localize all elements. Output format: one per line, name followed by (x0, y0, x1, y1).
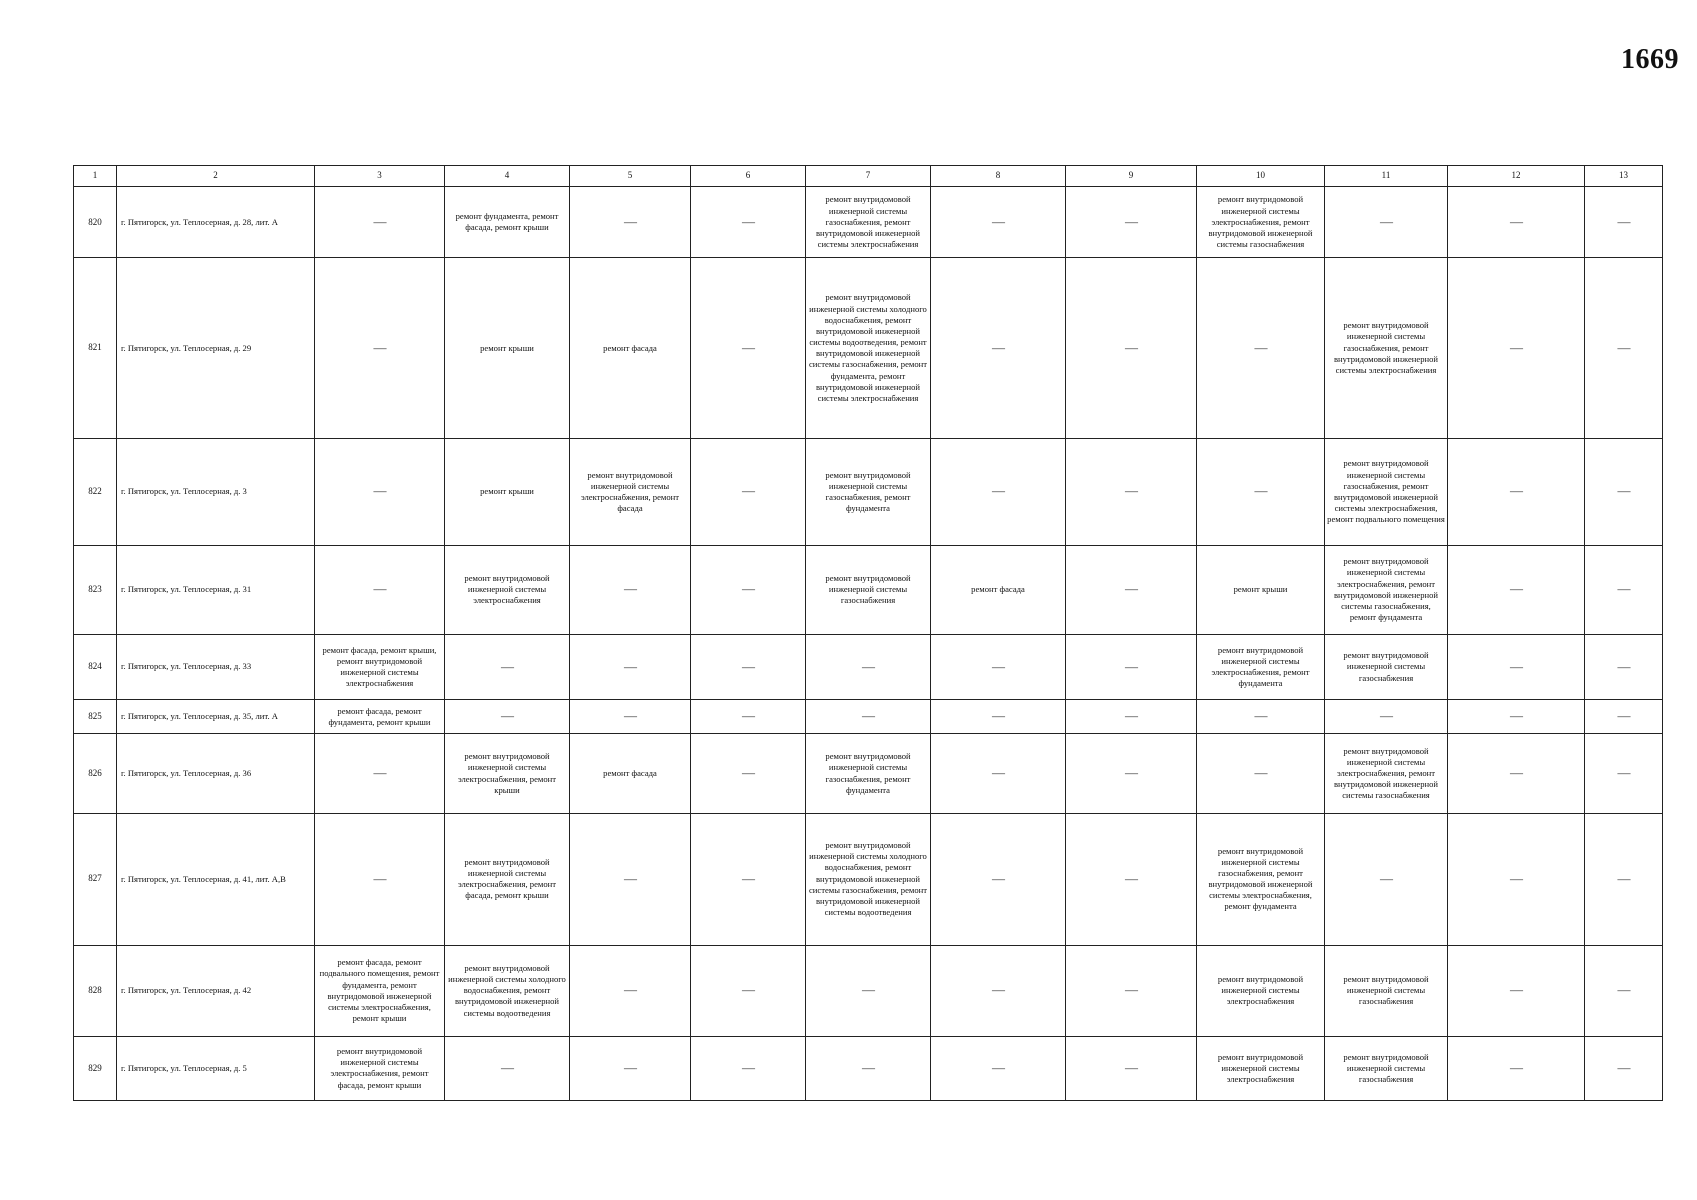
column-number: 13 (1585, 166, 1663, 187)
work-type-cell: ремонт внутридомовой инженерной системы электроснабжения, ремонт фасада, ремонт крыши (445, 813, 570, 945)
empty-dash-cell: — (691, 258, 806, 439)
work-type-cell: ремонт внутридомовой инженерной системы газоснабжения (806, 545, 931, 634)
empty-dash-cell: — (1585, 545, 1663, 634)
empty-dash-cell: — (570, 545, 691, 634)
work-type-cell: ремонт фундамента, ремонт фасада, ремонт крыши (445, 187, 570, 258)
work-type-cell: ремонт внутридомовой инженерной системы электроснабжения (1197, 1036, 1325, 1100)
work-type-cell: ремонт фасада (931, 545, 1066, 634)
row-number-cell: 826 (74, 734, 117, 813)
empty-dash-cell: — (1066, 258, 1197, 439)
empty-dash-cell: — (1448, 439, 1585, 546)
empty-dash-cell: — (1066, 734, 1197, 813)
table-row (74, 439, 1663, 546)
empty-dash-cell: — (931, 258, 1066, 439)
page-number: 1669 (1621, 44, 1679, 75)
empty-dash-cell: — (1066, 699, 1197, 734)
empty-dash-cell: — (570, 699, 691, 734)
row-number-cell: 820 (74, 187, 117, 258)
table-row (74, 258, 1663, 439)
empty-dash-cell: — (1585, 734, 1663, 813)
column-number: 1 (74, 166, 117, 187)
work-type-cell: ремонт внутридомовой инженерной системы холодного водоснабжения, ремонт внутридомовой инженерной системы водоотведения, ремонт внутридомовой инженерной системы газоснабжения, ремонт фундамента, ремонт внутридомовой инженерной системы электроснабжения (806, 258, 931, 439)
work-type-cell: ремонт крыши (445, 439, 570, 546)
empty-dash-cell: — (1585, 813, 1663, 945)
work-type-cell: ремонт внутридомовой инженерной системы газоснабжения (1325, 1036, 1448, 1100)
empty-dash-cell: — (931, 439, 1066, 546)
empty-dash-cell: — (1325, 813, 1448, 945)
column-number: 11 (1325, 166, 1448, 187)
work-type-cell: ремонт внутридомовой инженерной системы газоснабжения, ремонт фундамента (806, 734, 931, 813)
work-type-cell: ремонт внутридомовой инженерной системы электроснабжения, ремонт фасада (570, 439, 691, 546)
empty-dash-cell: — (931, 187, 1066, 258)
empty-dash-cell: — (1066, 1036, 1197, 1100)
empty-dash-cell: — (315, 187, 445, 258)
column-number: 10 (1197, 166, 1325, 187)
work-type-cell: ремонт крыши (445, 258, 570, 439)
empty-dash-cell: — (931, 699, 1066, 734)
address-cell: г. Пятигорск, ул. Теплосерная, д. 28, лит. А (117, 187, 315, 258)
empty-dash-cell: — (691, 1036, 806, 1100)
empty-dash-cell: — (1197, 439, 1325, 546)
empty-dash-cell: — (691, 439, 806, 546)
work-type-cell: ремонт внутридомовой инженерной системы электроснабжения, ремонт внутридомовой инженерной системы газоснабжения, ремонт фундамента (1325, 545, 1448, 634)
empty-dash-cell: — (1325, 699, 1448, 734)
work-type-cell: ремонт фасада (570, 734, 691, 813)
work-type-cell: ремонт фасада, ремонт фундамента, ремонт крыши (315, 699, 445, 734)
empty-dash-cell: — (445, 635, 570, 700)
work-type-cell: ремонт внутридомовой инженерной системы газоснабжения (1325, 635, 1448, 700)
address-cell: г. Пятигорск, ул. Теплосерная, д. 29 (117, 258, 315, 439)
work-type-cell: ремонт внутридомовой инженерной системы электроснабжения, ремонт фундамента (1197, 635, 1325, 700)
empty-dash-cell: — (315, 734, 445, 813)
address-cell: г. Пятигорск, ул. Теплосерная, д. 36 (117, 734, 315, 813)
empty-dash-cell: — (445, 1036, 570, 1100)
empty-dash-cell: — (1448, 734, 1585, 813)
table-row (74, 187, 1663, 258)
empty-dash-cell: — (570, 945, 691, 1036)
empty-dash-cell: — (570, 635, 691, 700)
work-type-cell: ремонт фасада, ремонт крыши, ремонт внутридомовой инженерной системы электроснабжения (315, 635, 445, 700)
empty-dash-cell: — (691, 545, 806, 634)
column-number: 6 (691, 166, 806, 187)
empty-dash-cell: — (806, 1036, 931, 1100)
empty-dash-cell: — (1197, 734, 1325, 813)
row-number-cell: 823 (74, 545, 117, 634)
table-row (74, 699, 1663, 734)
work-type-cell: ремонт внутридомовой инженерной системы газоснабжения, ремонт внутридомовой инженерной системы электроснабжения, ремонт фундамента (1197, 813, 1325, 945)
work-type-cell: ремонт внутридомовой инженерной системы электроснабжения, ремонт крыши (445, 734, 570, 813)
empty-dash-cell: — (570, 187, 691, 258)
empty-dash-cell: — (1066, 439, 1197, 546)
column-number: 7 (806, 166, 931, 187)
work-type-cell: ремонт крыши (1197, 545, 1325, 634)
column-number: 5 (570, 166, 691, 187)
empty-dash-cell: — (691, 699, 806, 734)
table-row (74, 635, 1663, 700)
empty-dash-cell: — (1448, 258, 1585, 439)
column-number: 2 (117, 166, 315, 187)
work-type-cell: ремонт внутридомовой инженерной системы газоснабжения, ремонт фундамента (806, 439, 931, 546)
work-type-cell: ремонт внутридомовой инженерной системы холодного водоснабжения, ремонт внутридомовой инженерной системы водоотведения (445, 945, 570, 1036)
column-number: 9 (1066, 166, 1197, 187)
column-number: 3 (315, 166, 445, 187)
empty-dash-cell: — (445, 699, 570, 734)
empty-dash-cell: — (931, 1036, 1066, 1100)
address-cell: г. Пятигорск, ул. Теплосерная, д. 33 (117, 635, 315, 700)
column-number-row (74, 166, 1663, 187)
address-cell: г. Пятигорск, ул. Теплосерная, д. 35, лит. А (117, 699, 315, 734)
column-number: 4 (445, 166, 570, 187)
address-cell: г. Пятигорск, ул. Теплосерная, д. 41, лит. А,В (117, 813, 315, 945)
row-number-cell: 822 (74, 439, 117, 546)
repair-schedule-table (73, 165, 1663, 1101)
empty-dash-cell: — (931, 813, 1066, 945)
empty-dash-cell: — (1448, 545, 1585, 634)
table-row (74, 813, 1663, 945)
empty-dash-cell: — (1066, 635, 1197, 700)
empty-dash-cell: — (1585, 1036, 1663, 1100)
work-type-cell: ремонт внутридомовой инженерной системы газоснабжения, ремонт внутридомовой инженерной системы электроснабжения (1325, 258, 1448, 439)
empty-dash-cell: — (1448, 187, 1585, 258)
empty-dash-cell: — (315, 813, 445, 945)
empty-dash-cell: — (1585, 635, 1663, 700)
work-type-cell: ремонт внутридомовой инженерной системы электроснабжения, ремонт внутридомовой инженерной системы газоснабжения (1197, 187, 1325, 258)
empty-dash-cell: — (1585, 439, 1663, 546)
empty-dash-cell: — (1448, 813, 1585, 945)
empty-dash-cell: — (1448, 635, 1585, 700)
column-number: 12 (1448, 166, 1585, 187)
table-body (74, 166, 1663, 1101)
empty-dash-cell: — (1585, 699, 1663, 734)
empty-dash-cell: — (1197, 258, 1325, 439)
empty-dash-cell: — (691, 734, 806, 813)
work-type-cell: ремонт фасада (570, 258, 691, 439)
empty-dash-cell: — (1448, 1036, 1585, 1100)
work-type-cell: ремонт внутридомовой инженерной системы газоснабжения, ремонт внутридомовой инженерной системы электроснабжения (806, 187, 931, 258)
table-row (74, 545, 1663, 634)
work-type-cell: ремонт внутридомовой инженерной системы холодного водоснабжения, ремонт внутридомовой инженерной системы газоснабжения, ремонт внутридомовой инженерной системы водоотведения (806, 813, 931, 945)
work-type-cell: ремонт внутридомовой инженерной системы электроснабжения (1197, 945, 1325, 1036)
empty-dash-cell: — (806, 635, 931, 700)
address-cell: г. Пятигорск, ул. Теплосерная, д. 3 (117, 439, 315, 546)
empty-dash-cell: — (315, 439, 445, 546)
table-row (74, 945, 1663, 1036)
work-type-cell: ремонт внутридомовой инженерной системы газоснабжения (1325, 945, 1448, 1036)
empty-dash-cell: — (806, 699, 931, 734)
address-cell: г. Пятигорск, ул. Теплосерная, д. 31 (117, 545, 315, 634)
row-number-cell: 829 (74, 1036, 117, 1100)
empty-dash-cell: — (1585, 258, 1663, 439)
empty-dash-cell: — (1448, 699, 1585, 734)
empty-dash-cell: — (570, 813, 691, 945)
empty-dash-cell: — (691, 187, 806, 258)
empty-dash-cell: — (931, 945, 1066, 1036)
row-number-cell: 824 (74, 635, 117, 700)
row-number-cell: 828 (74, 945, 117, 1036)
empty-dash-cell: — (806, 945, 931, 1036)
work-type-cell: ремонт внутридомовой инженерной системы электроснабжения (445, 545, 570, 634)
table-row (74, 734, 1663, 813)
row-number-cell: 825 (74, 699, 117, 734)
empty-dash-cell: — (691, 945, 806, 1036)
work-type-cell: ремонт внутридомовой инженерной системы электроснабжения, ремонт внутридомовой инженерной системы газоснабжения (1325, 734, 1448, 813)
row-number-cell: 827 (74, 813, 117, 945)
empty-dash-cell: — (691, 813, 806, 945)
row-number-cell: 821 (74, 258, 117, 439)
work-type-cell: ремонт фасада, ремонт подвального помещения, ремонт фундамента, ремонт внутридомовой инженерной системы электроснабжения, ремонт крыши (315, 945, 445, 1036)
empty-dash-cell: — (1325, 187, 1448, 258)
work-type-cell: ремонт внутридомовой инженерной системы электроснабжения, ремонт фасада, ремонт крыши (315, 1036, 445, 1100)
empty-dash-cell: — (931, 635, 1066, 700)
empty-dash-cell: — (315, 545, 445, 634)
address-cell: г. Пятигорск, ул. Теплосерная, д. 42 (117, 945, 315, 1036)
empty-dash-cell: — (931, 734, 1066, 813)
address-cell: г. Пятигорск, ул. Теплосерная, д. 5 (117, 1036, 315, 1100)
empty-dash-cell: — (1066, 945, 1197, 1036)
empty-dash-cell: — (691, 635, 806, 700)
work-type-cell: ремонт внутридомовой инженерной системы газоснабжения, ремонт внутридомовой инженерной системы электроснабжения, ремонт подвального помещения (1325, 439, 1448, 546)
empty-dash-cell: — (1585, 945, 1663, 1036)
empty-dash-cell: — (1448, 945, 1585, 1036)
empty-dash-cell: — (1585, 187, 1663, 258)
empty-dash-cell: — (570, 1036, 691, 1100)
empty-dash-cell: — (1066, 187, 1197, 258)
empty-dash-cell: — (315, 258, 445, 439)
column-number: 8 (931, 166, 1066, 187)
empty-dash-cell: — (1066, 813, 1197, 945)
empty-dash-cell: — (1197, 699, 1325, 734)
table-row (74, 1036, 1663, 1100)
empty-dash-cell: — (1066, 545, 1197, 634)
